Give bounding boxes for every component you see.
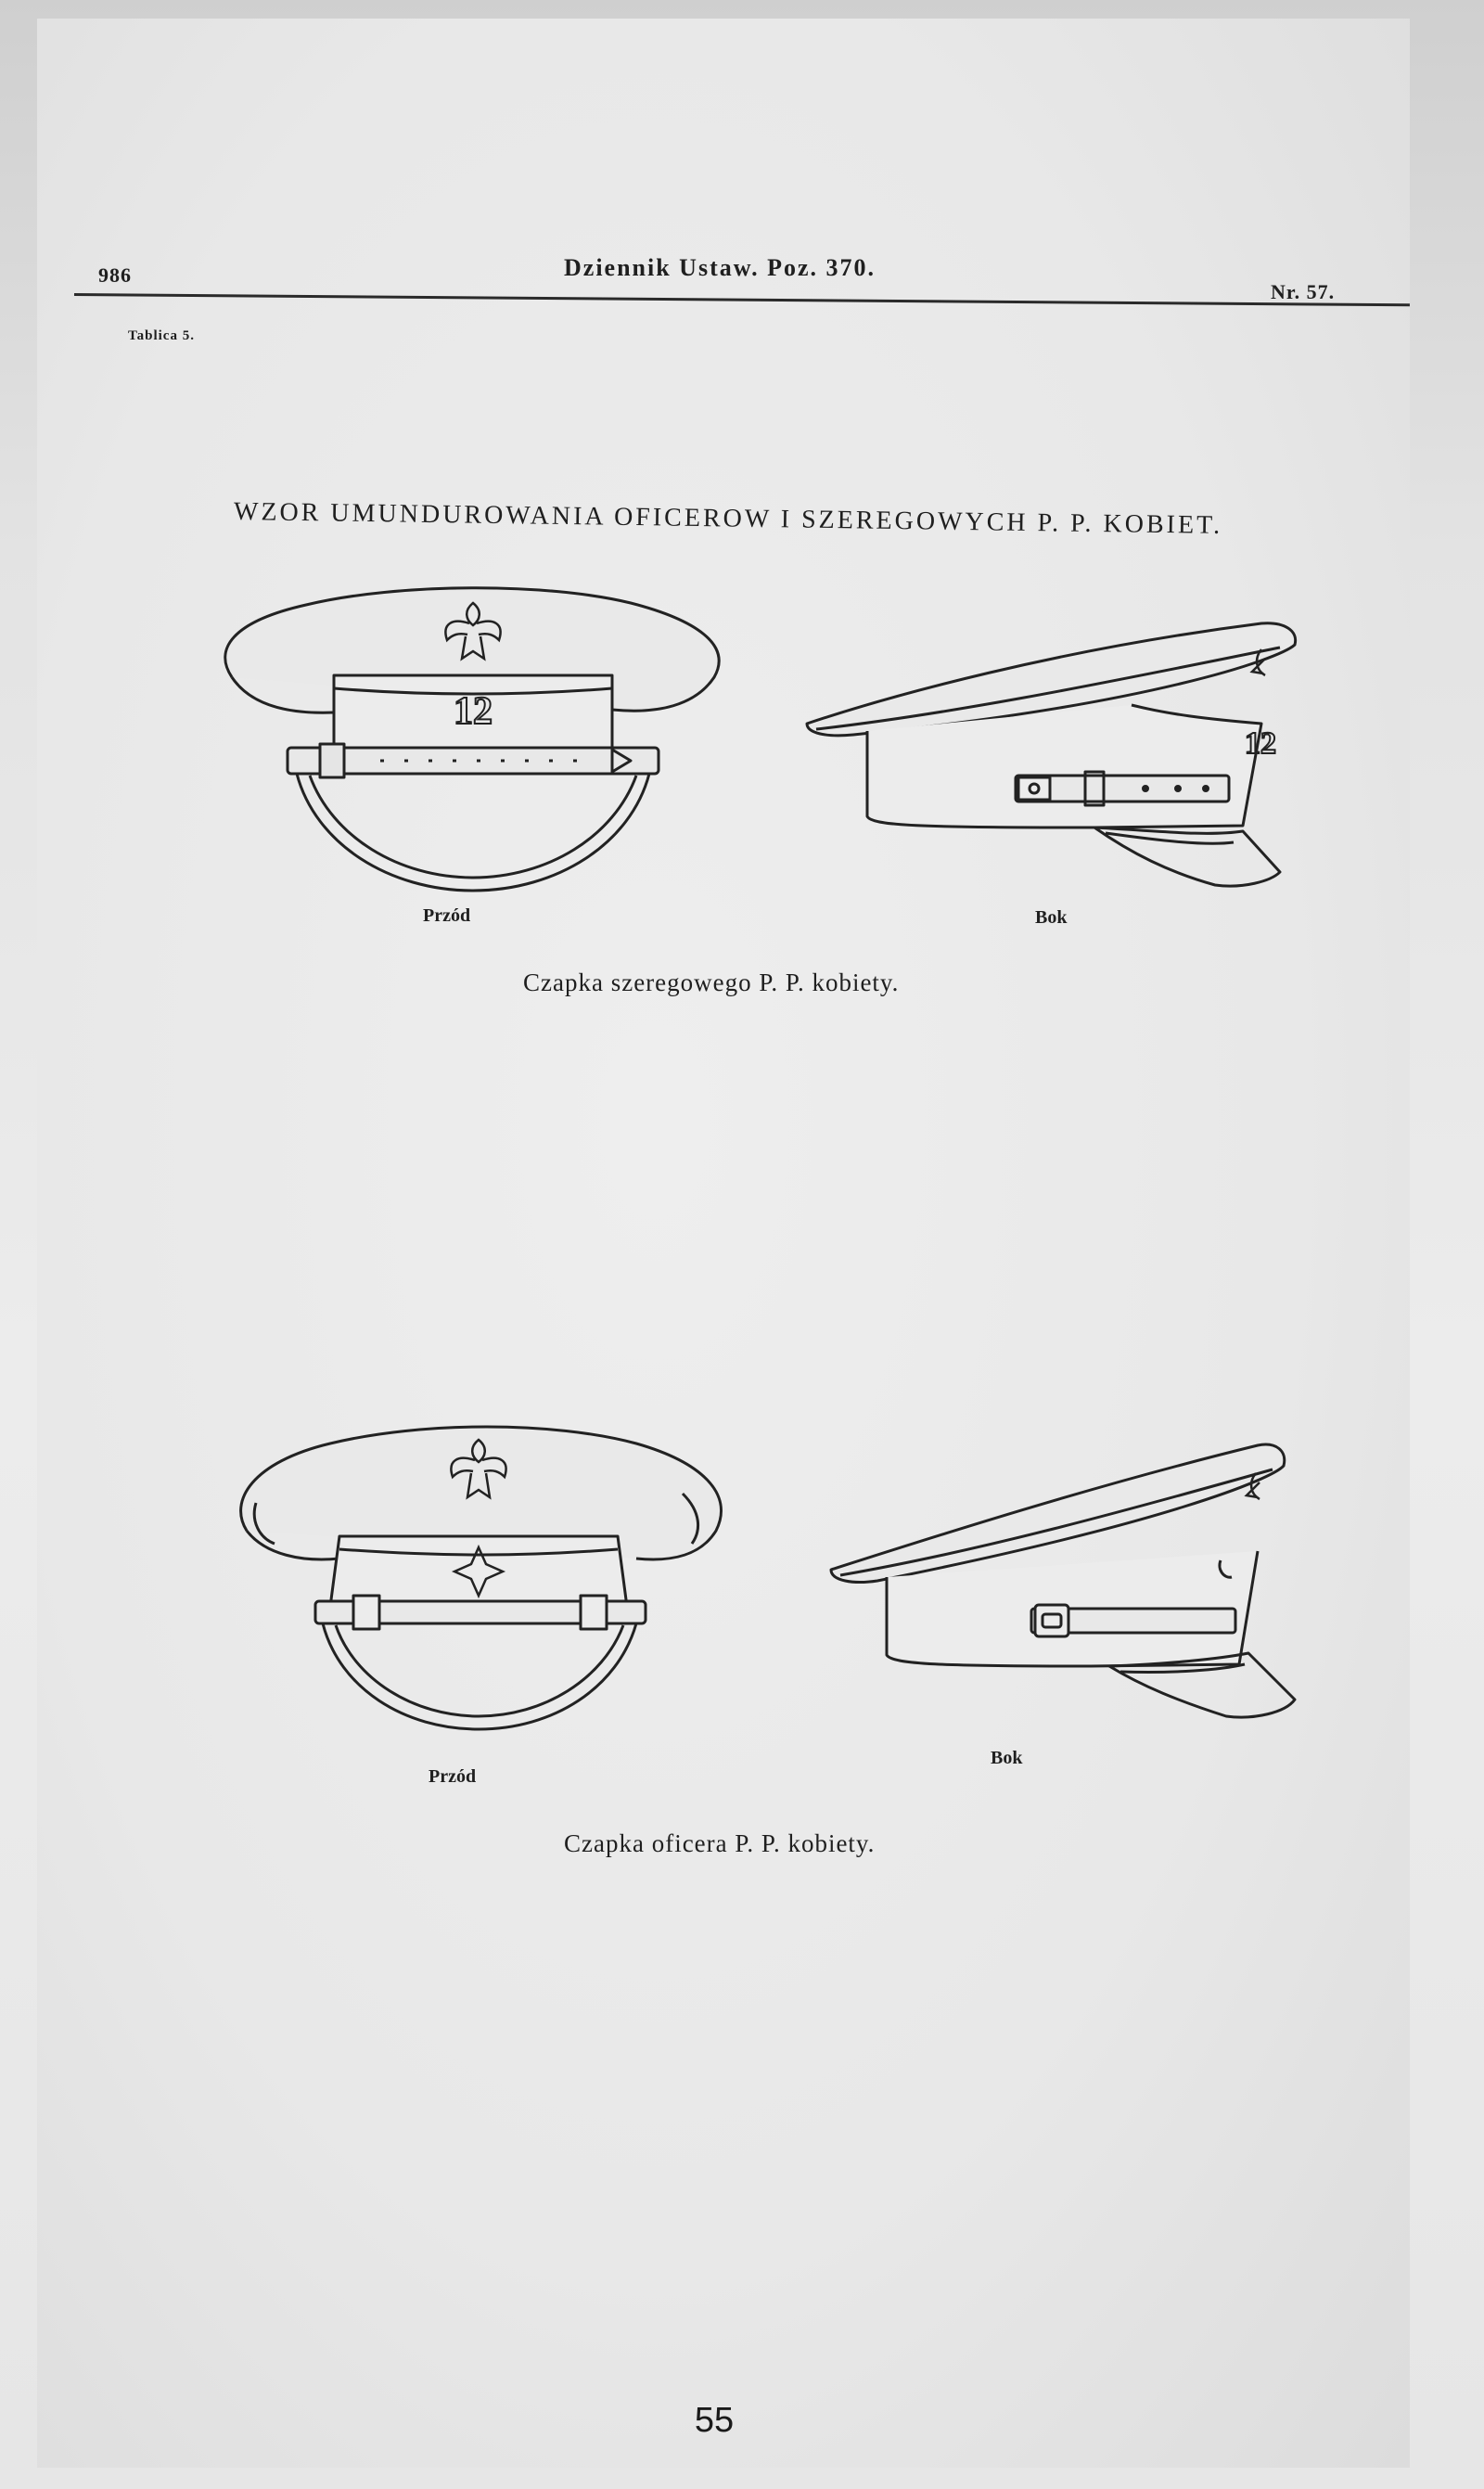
page-number-footer: 55 [694, 2401, 735, 2440]
plate-label: Tablica 5. [128, 328, 195, 343]
front-view-label: Przód [423, 905, 471, 926]
scanned-page [37, 19, 1410, 2468]
regiment-number-front: 12 [454, 690, 493, 733]
officer-cap-side-drawing [812, 1421, 1313, 1737]
private-cap-side-drawing [779, 594, 1317, 909]
header-rule [74, 293, 1410, 306]
private-cap-caption: Czapka szeregowego P. P. kobiety. [523, 969, 900, 996]
page-title: WZOR UMUNDUROWANIA OFICEROW I SZEREGOWYCH P. P. KOBIET. [233, 497, 1223, 540]
regiment-number-side: 12 [1245, 726, 1276, 761]
side-view-label: Bok [991, 1748, 1023, 1768]
side-view-label: Bok [1035, 907, 1068, 928]
issue-number: Nr. 57. [1271, 280, 1336, 303]
publication-header: Dziennik Ustaw. Poz. 370. [564, 254, 876, 281]
private-cap-front-drawing [195, 566, 751, 900]
officer-cap-caption: Czapka oficera P. P. kobiety. [564, 1829, 876, 1857]
front-view-label: Przód [429, 1766, 477, 1787]
officer-cap-front-drawing [219, 1392, 738, 1744]
page-number-header: 986 [98, 263, 132, 287]
